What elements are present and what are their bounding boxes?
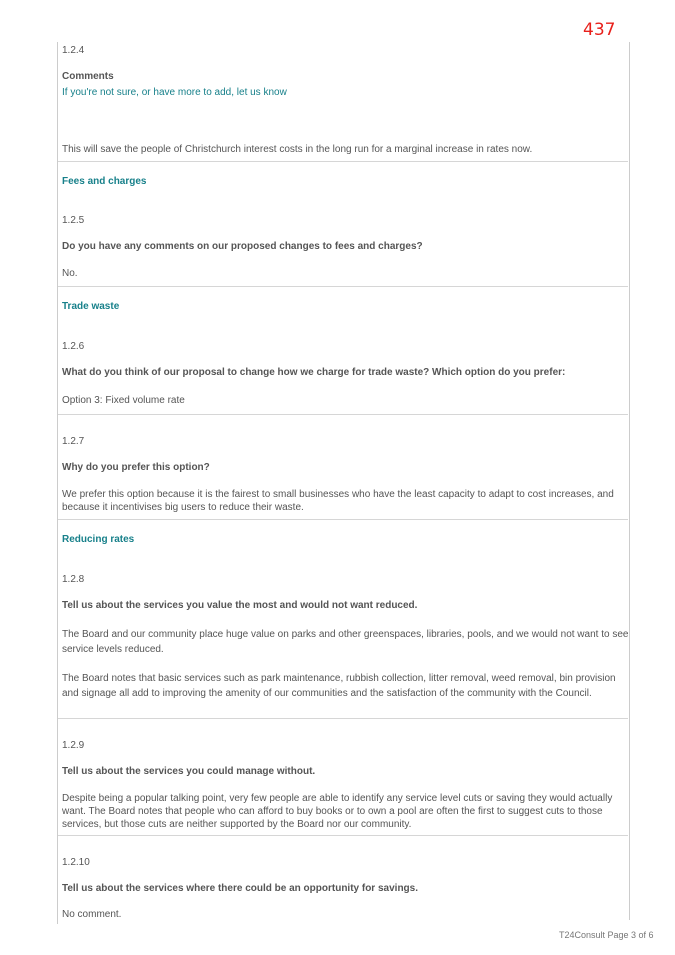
comments-label: Comments — [62, 71, 114, 82]
answer-text: Option 3: Fixed volume rate — [62, 395, 185, 406]
answer-text: Despite being a popular talking point, very few people are able to identify any service level cuts or saving they would actually want. The Board notes that people who can afford to buy books or to own a pool are often the first to suggest cuts to those services, but those cuts are neither supported by the Board nor our community. — [62, 793, 613, 830]
page-number: 437 — [583, 20, 616, 40]
question-text: Do you have any comments on our proposed changes to fees and charges? — [62, 241, 423, 252]
section-heading-fees: Fees and charges — [62, 176, 147, 187]
question-number: 1.2.4 — [62, 45, 85, 56]
section-divider — [58, 286, 628, 287]
section-heading-trade-waste: Trade waste — [62, 301, 120, 312]
left-border-rule — [57, 42, 58, 924]
section-divider — [58, 718, 628, 719]
question-text: What do you think of our proposal to change how we charge for trade waste? Which option do you prefer: — [62, 367, 566, 378]
section-divider — [58, 161, 628, 162]
question-number: 1.2.10 — [62, 857, 90, 868]
question-text: Tell us about the services you value the most and would not want reduced. — [62, 600, 418, 611]
answer-text: We prefer this option because it is the fairest to small businesses who have the least capacity to adapt to cost increases, and because it incentivises big users to reduce their waste. — [62, 489, 614, 513]
question-number: 1.2.6 — [62, 341, 85, 352]
question-text: Tell us about the services where there could be an opportunity for savings. — [62, 883, 419, 894]
section-divider — [58, 835, 628, 836]
answer-text: No. — [62, 268, 78, 279]
answer-text: This will save the people of Christchurch interest costs in the long run for a marginal increase in rates now. — [62, 144, 533, 155]
answer-text: The Board and our community place huge value on parks and other greenspaces, libraries, pools, and we would not want to see service levels reduced. — [62, 629, 629, 655]
section-divider — [58, 519, 628, 520]
section-divider — [58, 414, 628, 415]
right-border-rule — [629, 42, 630, 920]
question-number: 1.2.8 — [62, 574, 85, 585]
answer-text: No comment. — [62, 909, 122, 920]
question-number: 1.2.5 — [62, 215, 85, 226]
comments-hint: If you're not sure, or have more to add, let us know — [62, 87, 287, 98]
question-text: Why do you prefer this option? — [62, 462, 210, 473]
section-heading-reducing-rates: Reducing rates — [62, 534, 135, 545]
question-number: 1.2.9 — [62, 740, 85, 751]
page-footer: T24Consult Page 3 of 6 — [559, 930, 654, 940]
question-text: Tell us about the services you could manage without. — [62, 766, 316, 777]
answer-text: The Board notes that basic services such as park maintenance, rubbish collection, litter removal, weed removal, bin provision and signage all add to improving the amenity of our communities and the satisfaction of the community with the Council. — [62, 673, 616, 699]
question-number: 1.2.7 — [62, 436, 85, 447]
